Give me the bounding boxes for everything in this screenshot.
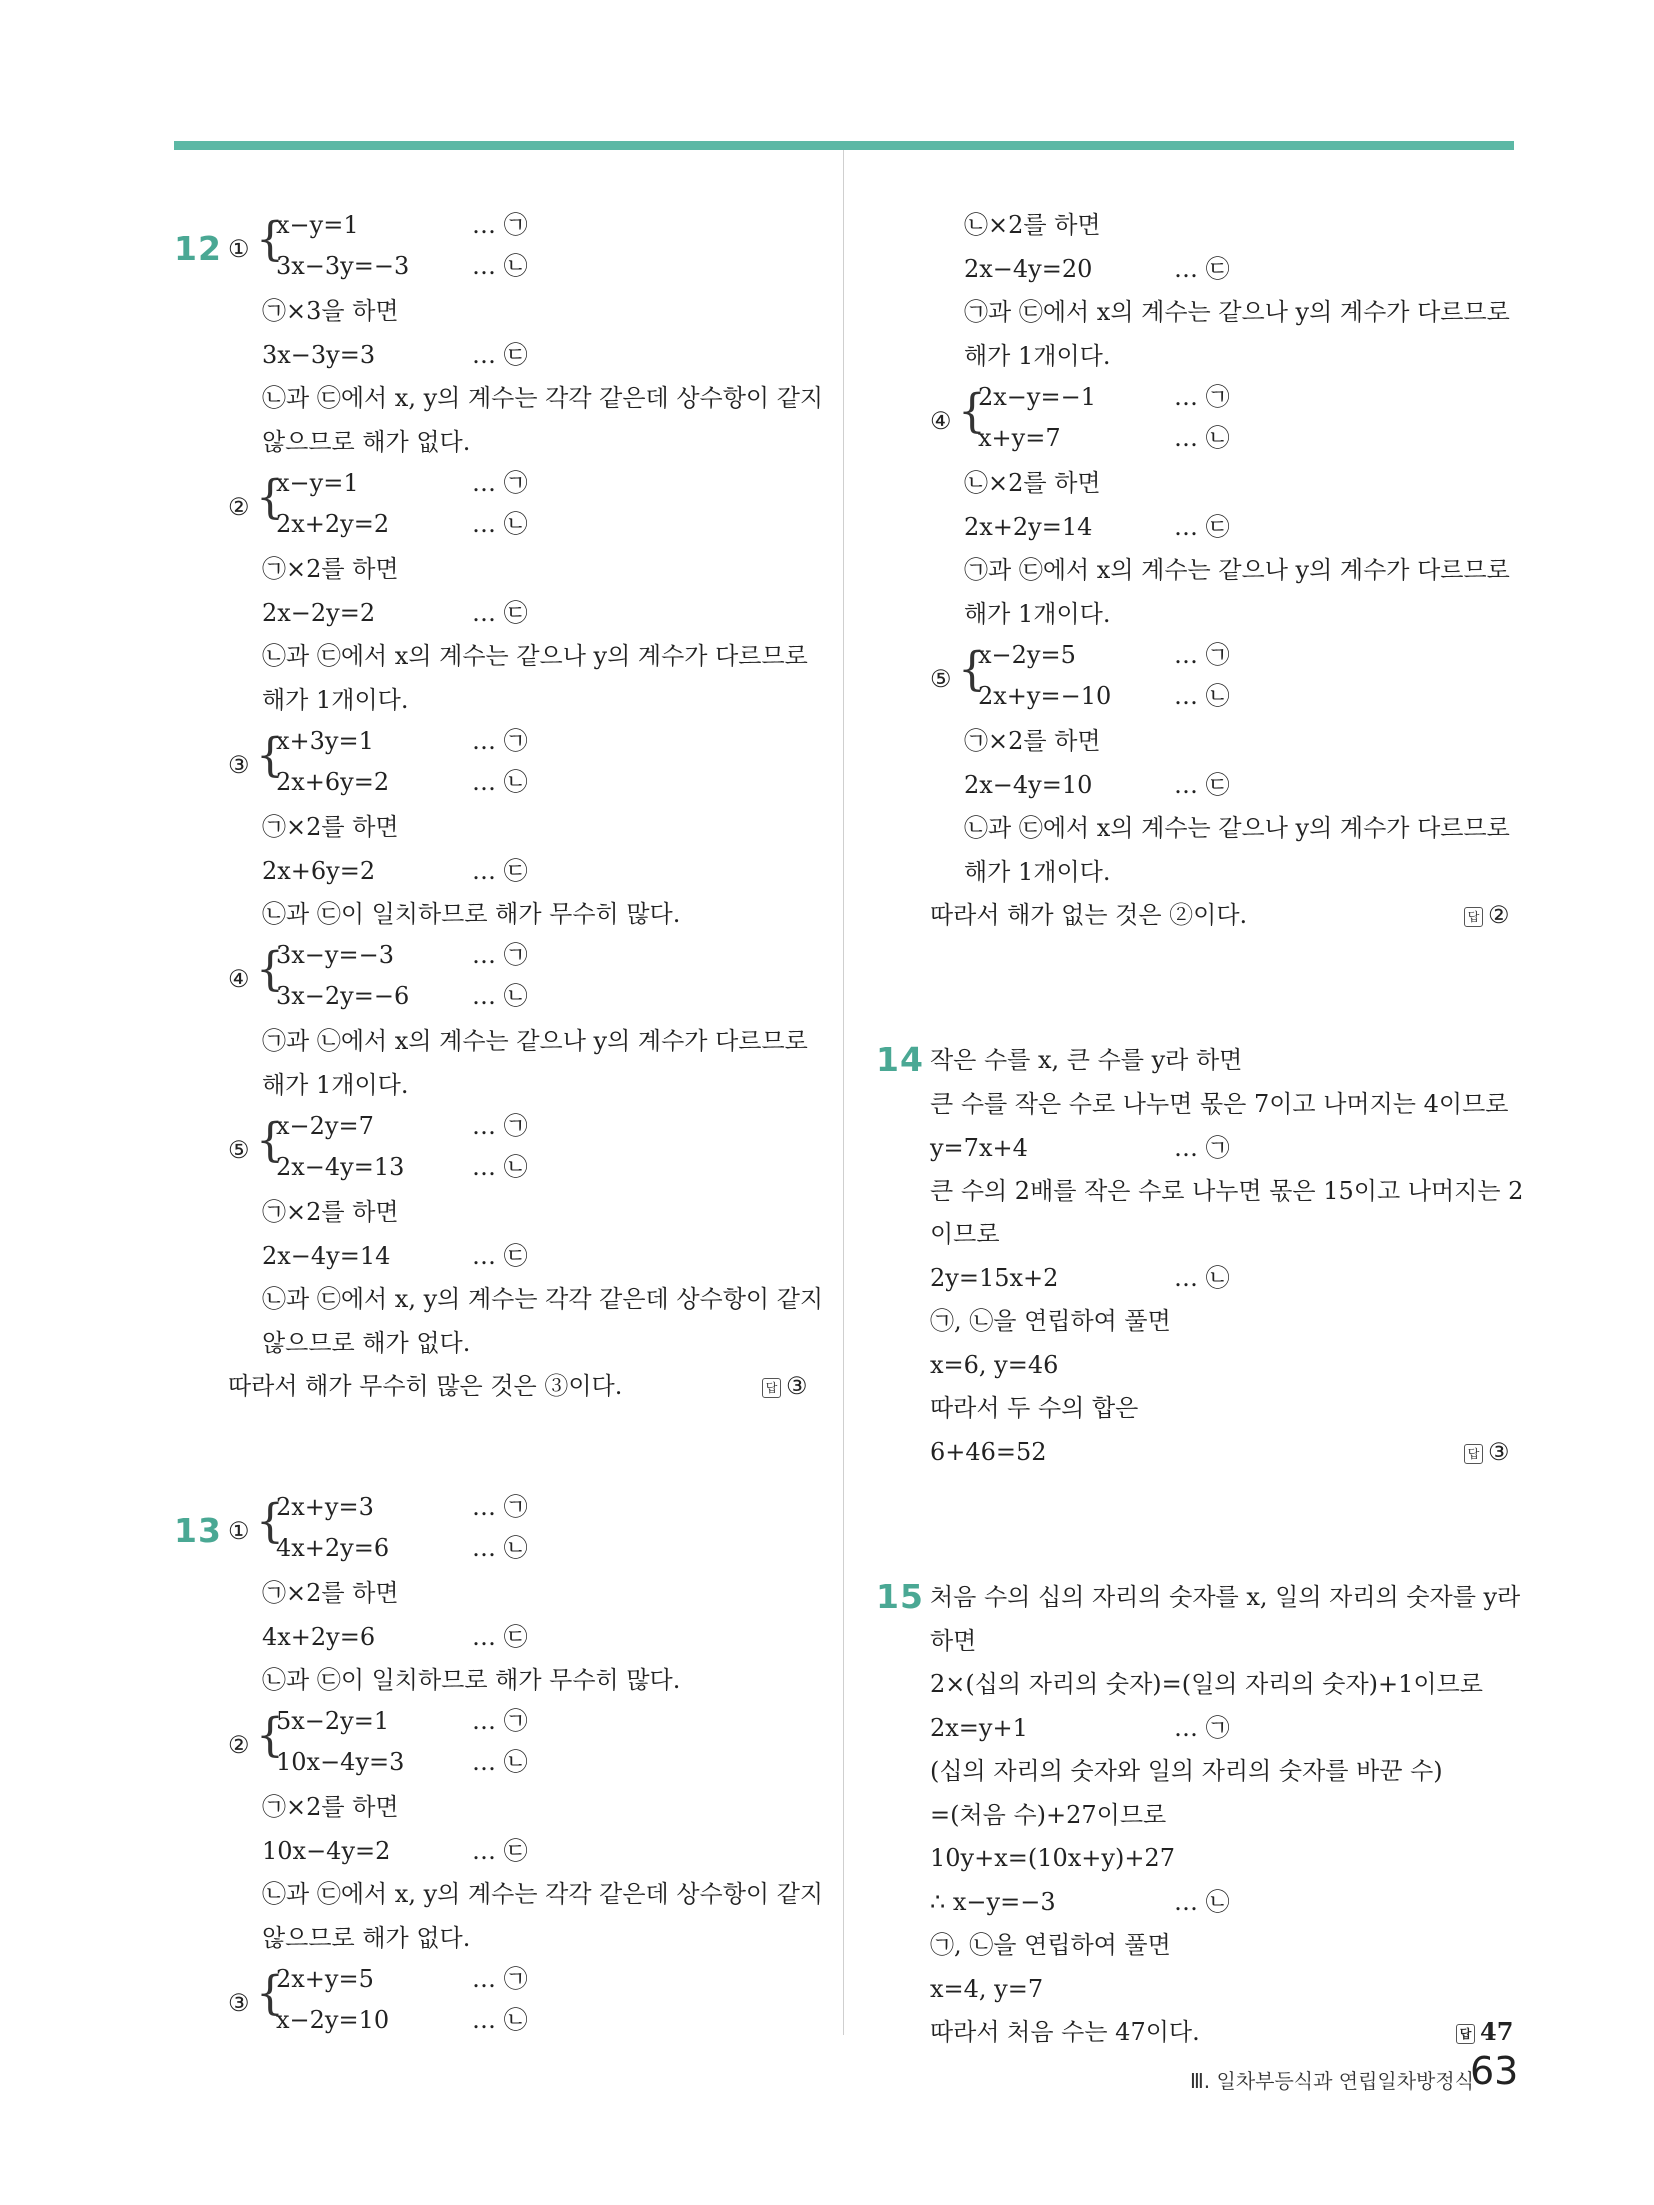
solution-line: 이므로 xyxy=(930,1220,1000,1248)
solution-line: ㉠과 ㉢에서 x의 계수는 같으나 y의 계수가 다르므로 xyxy=(964,556,1510,584)
equation-tag: … ㉠ xyxy=(1174,383,1230,411)
answer-mark xyxy=(1464,900,1510,930)
answer-value: 47 xyxy=(1480,2017,1514,2046)
solution-line: ㉡×2를 하면 xyxy=(964,211,1101,239)
equation-tag: … ㉢ xyxy=(1174,255,1230,283)
page-number: 63 xyxy=(1470,2049,1519,2093)
case-number: ⑤ xyxy=(228,1136,250,1164)
equation-tag: … ㉡ xyxy=(472,510,528,538)
system-brace: { xyxy=(256,728,284,783)
system-brace: { xyxy=(256,212,284,267)
equation: x=6, y=46 xyxy=(930,1351,1059,1379)
equation-tag: … ㉠ xyxy=(472,1112,528,1140)
equation: ∴ x−y=−3 xyxy=(930,1888,1056,1916)
solution-line: 않으므로 해가 없다. xyxy=(262,1924,471,1952)
solution-line: ㉡과 ㉢에서 x, y의 계수는 각각 같은데 상수항이 같지 xyxy=(262,1285,824,1313)
system-brace: { xyxy=(256,1113,284,1168)
equation: x=4, y=7 xyxy=(930,1975,1044,2003)
equation: x−y=1 xyxy=(276,211,359,239)
case-number: ① xyxy=(228,1517,250,1545)
problem-number-12: 12 xyxy=(174,229,222,268)
equation-tag: … ㉡ xyxy=(472,1534,528,1562)
equation-tag: … ㉡ xyxy=(1174,682,1230,710)
equation-tag: … ㉠ xyxy=(472,941,528,969)
equation: 2x−4y=20 xyxy=(964,255,1093,283)
case-number: ③ xyxy=(228,1989,250,2017)
conclusion-line: 따라서 해가 무수히 많은 것은 ③이다. xyxy=(228,1372,623,1400)
answer-icon: 답 xyxy=(1456,2024,1475,2044)
equation: 10x−4y=3 xyxy=(276,1748,405,1776)
equation: x−2y=10 xyxy=(276,2006,390,2034)
equation: 3x−3y=3 xyxy=(262,341,376,369)
solution-line: 해가 1개이다. xyxy=(964,858,1111,886)
answer-value: ② xyxy=(1488,901,1510,929)
system-brace: { xyxy=(256,942,284,997)
equation: 3x−2y=−6 xyxy=(276,982,410,1010)
equation: 2x+2y=14 xyxy=(964,513,1093,541)
equation-tag: … ㉠ xyxy=(1174,1714,1230,1742)
equation-tag: … ㉢ xyxy=(472,857,528,885)
solution-line: ㉠과 ㉡에서 x의 계수는 같으나 y의 계수가 다르므로 xyxy=(262,1027,808,1055)
system-brace: { xyxy=(958,384,986,439)
column-divider xyxy=(843,150,844,2035)
equation-tag: … ㉡ xyxy=(472,982,528,1010)
answer-icon: 답 xyxy=(1464,907,1483,927)
case-number: ④ xyxy=(228,965,250,993)
system-brace: { xyxy=(256,1966,284,2021)
equation-tag: … ㉡ xyxy=(472,768,528,796)
equation-tag: … ㉠ xyxy=(472,211,528,239)
equation-tag: … ㉠ xyxy=(472,469,528,497)
equation: 2x−4y=13 xyxy=(276,1153,405,1181)
equation-tag: … ㉡ xyxy=(472,2006,528,2034)
solution-line: ㉡×2를 하면 xyxy=(964,469,1101,497)
system-brace: { xyxy=(256,1494,284,1549)
conclusion-line: 따라서 해가 없는 것은 ②이다. xyxy=(930,901,1248,929)
case-number: ① xyxy=(228,235,250,263)
equation: 2x−4y=10 xyxy=(964,771,1093,799)
solution-line: 따라서 두 수의 합은 xyxy=(930,1394,1139,1422)
equation-tag: … ㉡ xyxy=(1174,1264,1230,1292)
answer-icon: 답 xyxy=(762,1378,781,1398)
equation: 10x−4y=2 xyxy=(262,1837,391,1865)
equation-tag: … ㉡ xyxy=(1174,1888,1230,1916)
solution-line: 작은 수를 x, 큰 수를 y라 하면 xyxy=(930,1046,1243,1074)
case-number: ⑤ xyxy=(930,665,952,693)
solution-line: ㉠×2를 하면 xyxy=(262,813,399,841)
answer-mark xyxy=(762,1371,808,1401)
case-number: ② xyxy=(228,1731,250,1759)
equation: 2x+6y=2 xyxy=(262,857,376,885)
equation-tag: … ㉠ xyxy=(472,1707,528,1735)
solution-line: ㉡과 ㉢에서 x의 계수는 같으나 y의 계수가 다르므로 xyxy=(964,814,1510,842)
equation: x−2y=5 xyxy=(978,641,1076,669)
equation: 2x−2y=2 xyxy=(262,599,376,627)
equation-tag: … ㉠ xyxy=(472,1965,528,1993)
case-number: ② xyxy=(228,493,250,521)
equation-tag: … ㉠ xyxy=(1174,1134,1230,1162)
equation: 2y=15x+2 xyxy=(930,1264,1059,1292)
solution-line: 처음 수의 십의 자리의 숫자를 x, 일의 자리의 숫자를 y라 xyxy=(930,1583,1521,1611)
case-number: ④ xyxy=(930,407,952,435)
solution-line: 않으므로 해가 없다. xyxy=(262,428,471,456)
solution-line: 않으므로 해가 없다. xyxy=(262,1329,471,1357)
solution-line: ㉡과 ㉢이 일치하므로 해가 무수히 많다. xyxy=(262,1666,681,1694)
equation: 2x+y=−10 xyxy=(978,682,1112,710)
solution-line: 해가 1개이다. xyxy=(262,1071,409,1099)
solution-line: ㉠×2를 하면 xyxy=(262,1198,399,1226)
solution-line: ㉡과 ㉢에서 x, y의 계수는 각각 같은데 상수항이 같지 xyxy=(262,1880,824,1908)
solution-line: ㉡과 ㉢에서 x의 계수는 같으나 y의 계수가 다르므로 xyxy=(262,642,808,670)
equation-tag: … ㉠ xyxy=(472,727,528,755)
equation-tag: … ㉢ xyxy=(1174,771,1230,799)
equation-tag: … ㉡ xyxy=(1174,424,1230,452)
system-brace: { xyxy=(256,1708,284,1763)
equation: 4x+2y=6 xyxy=(262,1623,376,1651)
solution-line: 해가 1개이다. xyxy=(262,686,409,714)
equation: 2x+6y=2 xyxy=(276,768,390,796)
equation: 3x−3y=−3 xyxy=(276,252,410,280)
solution-line: ㉠×2를 하면 xyxy=(262,1579,399,1607)
equation: 4x+2y=6 xyxy=(276,1534,390,1562)
chapter-title: Ⅲ. 일차부등식과 연립일차방정식 xyxy=(1190,2069,1475,2093)
answer-value: ③ xyxy=(786,1372,808,1400)
equation: x+y=7 xyxy=(978,424,1061,452)
solution-line: 2×(십의 자리의 숫자)=(일의 자리의 숫자)+1이므로 xyxy=(930,1670,1483,1698)
answer-mark xyxy=(1464,1437,1510,1467)
equation: x−y=1 xyxy=(276,469,359,497)
equation: y=7x+4 xyxy=(930,1134,1028,1162)
equation-tag: … ㉢ xyxy=(472,1837,528,1865)
equation-tag: … ㉡ xyxy=(472,1748,528,1776)
equation: 2x+y=5 xyxy=(276,1965,374,1993)
equation: 2x=y+1 xyxy=(930,1714,1028,1742)
equation-tag: … ㉢ xyxy=(472,1242,528,1270)
top-accent-bar xyxy=(174,141,1514,150)
solution-line: ㉠, ㉡을 연립하여 풀면 xyxy=(930,1931,1171,1959)
solution-line: ㉠×2를 하면 xyxy=(262,1793,399,1821)
system-brace: { xyxy=(256,470,284,525)
equation: 5x−2y=1 xyxy=(276,1707,390,1735)
answer-mark xyxy=(1456,2017,1513,2047)
equation-tag: … ㉢ xyxy=(472,599,528,627)
solution-line: 해가 1개이다. xyxy=(964,342,1111,370)
answer-icon: 답 xyxy=(1464,1444,1483,1464)
solution-line: 큰 수의 2배를 작은 수로 나누면 몫은 15이고 나머지는 2 xyxy=(930,1177,1524,1205)
solution-line: 하면 xyxy=(930,1627,977,1655)
equation: x−2y=7 xyxy=(276,1112,374,1140)
solution-line: 해가 1개이다. xyxy=(964,600,1111,628)
solution-line: =(처음 수)+27이므로 xyxy=(930,1801,1167,1829)
solution-line: ㉡과 ㉢에서 x, y의 계수는 각각 같은데 상수항이 같지 xyxy=(262,384,824,412)
answer-value: ③ xyxy=(1488,1438,1510,1466)
solution-line: ㉠과 ㉢에서 x의 계수는 같으나 y의 계수가 다르므로 xyxy=(964,298,1510,326)
equation-tag: … ㉠ xyxy=(1174,641,1230,669)
solution-line: ㉠, ㉡을 연립하여 풀면 xyxy=(930,1307,1171,1335)
equation-tag: … ㉡ xyxy=(472,1153,528,1181)
problem-number-15: 15 xyxy=(876,1577,924,1616)
solution-line: ㉠×2를 하면 xyxy=(964,727,1101,755)
equation-tag: … ㉢ xyxy=(1174,513,1230,541)
equation-tag: … ㉠ xyxy=(472,1493,528,1521)
equation: x+3y=1 xyxy=(276,727,374,755)
equation: 3x−y=−3 xyxy=(276,941,394,969)
equation-tag: … ㉢ xyxy=(472,1623,528,1651)
equation: 10y+x=(10x+y)+27 xyxy=(930,1844,1175,1872)
system-brace: { xyxy=(958,642,986,697)
equation: 2x+2y=2 xyxy=(276,510,390,538)
case-number: ③ xyxy=(228,751,250,779)
equation: 2x+y=3 xyxy=(276,1493,374,1521)
problem-number-13: 13 xyxy=(174,1511,222,1550)
problem-number-14: 14 xyxy=(876,1040,924,1079)
solution-line: (십의 자리의 숫자와 일의 자리의 숫자를 바꾼 수) xyxy=(930,1757,1443,1785)
equation: 2x−y=−1 xyxy=(978,383,1096,411)
conclusion-line: 따라서 처음 수는 47이다. xyxy=(930,2018,1200,2046)
equation-tag: … ㉡ xyxy=(472,252,528,280)
solution-line: ㉡과 ㉢이 일치하므로 해가 무수히 많다. xyxy=(262,900,681,928)
solution-line: ㉠×3을 하면 xyxy=(262,297,399,325)
equation: 2x−4y=14 xyxy=(262,1242,391,1270)
solution-line: 큰 수를 작은 수로 나누면 몫은 7이고 나머지는 4이므로 xyxy=(930,1090,1509,1118)
equation-tag: … ㉢ xyxy=(472,341,528,369)
solution-line: ㉠×2를 하면 xyxy=(262,555,399,583)
equation: 6+46=52 xyxy=(930,1438,1047,1466)
